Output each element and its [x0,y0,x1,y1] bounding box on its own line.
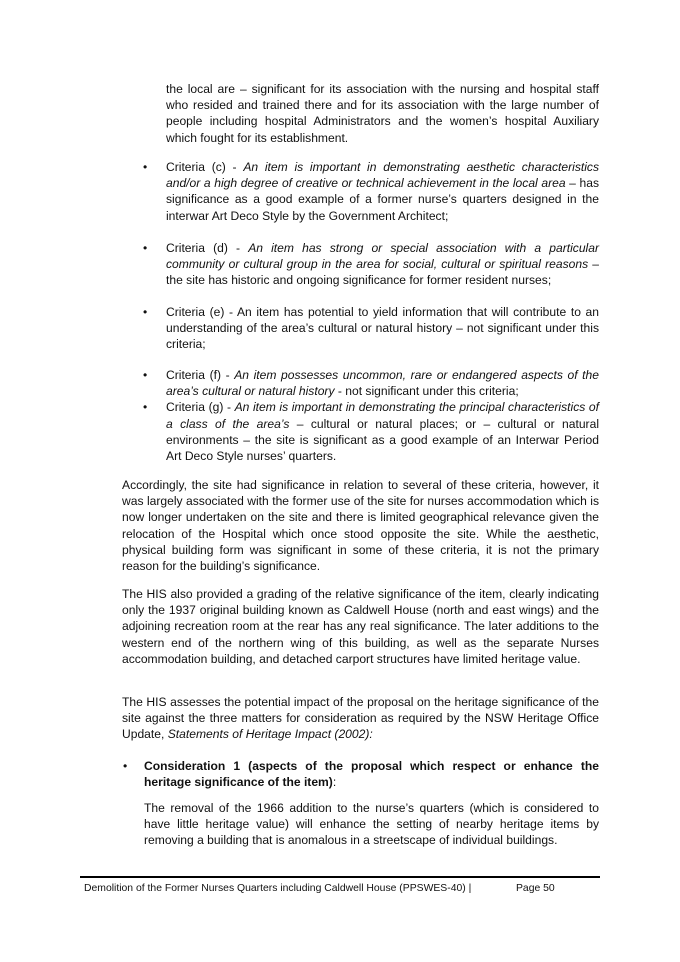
grading-text: The HIS also provided a grading of the relative significance of the item, clearly indicating only the 1937 original building known as Caldwell House (north and east wings) and the adjoining recreation room at the rear has any real significance. The later additions to the western end of the northern wing of this building, as well as the separate Nurses accommodation building, and detached carport structures have limited heritage value. [122,587,599,666]
criteria-lead: Criteria (e) - An item has potential to yield information that will contribute to an understanding of the area’s cultural or natural history – not significant under this criteria; [166,305,599,352]
criteria-list-3 [142,304,599,353]
accordingly-text: Accordingly, the site had significance in relation to several of these criteria, however, it was largely associated with the former use of the site for nurses accommodation which is now longer undertaken on the site and there is limited geographical relevance given the relocation of the Hospital which once stood opposite the site. While the aesthetic, physical building form was significant in some of these criteria, it is not the primary reason for the building’s significance. [122,478,599,574]
criteria-assessment: – the site has historic and ongoing significance for former resident nurses; [166,257,599,288]
criteria-lead: Criteria (c) - [166,160,244,174]
criteria-list-2 [142,240,599,289]
criteria-definition: An item is important in demonstrating aesthetic characteristics and/or a high degree of creative or technical achievement in the local area [166,160,600,191]
page-footer [84,882,555,895]
bullet-icon: • [123,759,128,773]
document-reference: Statements of Heritage Impact (2002): [167,727,373,742]
criteria-definition: An item is important in demonstrating the principal characteristics of a class of the area’s [166,400,599,431]
criteria-lead: Criteria (g) - [166,400,235,415]
criteria-item-c [142,159,599,224]
criteria-item-g [142,399,599,464]
assessment-paragraph [122,694,599,743]
consideration-heading-text: Consideration 1 (aspects of the proposal which respect or enhance the heritage significance of the item) [144,759,599,790]
criteria-assessment: – cultural or natural places; or – cultural or natural environments – the site is significant as a good example of an Interwar Period Art Deco Style nurses’ quarters. [166,416,600,464]
footer-divider [80,876,600,878]
footer-title: Demolition of the Former Nurses Quarters including Caldwell House (PPSWES-40) | [84,883,472,894]
bullet-icon: • [143,368,148,382]
criteria-definition: An item possesses uncommon, rare or endangered aspects of the area’s cultural or natural history [166,368,599,399]
page-number: Page 50 [516,883,555,894]
grading-paragraph [122,586,599,667]
bullet-icon: • [143,400,148,415]
bullet-icon: • [143,305,148,319]
assessment-text: The HIS assesses the potential impact of the proposal on the heritage significance of the site against the three matters for consideration as required by the NSW Heritage Office Update, [122,695,599,742]
criteria-definition: An item has strong or special association with a particular community or cultural group in the area for social, cultural or spiritual reasons [166,241,599,272]
criteria-assessment: - not significant under this criteria; [334,384,519,399]
criteria-item-f [142,367,599,399]
bullet-icon: • [143,241,148,255]
consideration-body: The removal of the 1966 addition to the nurse’s quarters (which is considered to have little heritage value) will enhance the setting of nearby heritage items by removing a building that is anomalous in a streetscape of individual buildings. [144,801,599,848]
criteria-item-d [142,240,599,289]
criteria-list-4 [142,367,599,464]
continuation-paragraph [166,81,599,146]
criteria-lead: Criteria (f) - [166,368,235,382]
criteria-lead: Criteria (d) - [166,241,249,255]
accordingly-paragraph [122,477,599,574]
consideration-heading-colon: : [332,775,337,790]
consideration-heading [144,758,599,790]
criteria-item-e [142,304,599,353]
bullet-icon: • [143,160,148,174]
criteria-assessment: – has significance as a good example of a former nurse’s quarters designed in the interwar Art Deco Style by the Government Architect; [166,176,599,223]
continuation-text: the local are – significant for its association with the nursing and hospital staff who resided and trained there and for its association with the large number of people including hospital Administrators and the women’s hospital Auxiliary which fought for its establishment. [166,82,599,145]
criteria-list-1 [142,159,599,224]
